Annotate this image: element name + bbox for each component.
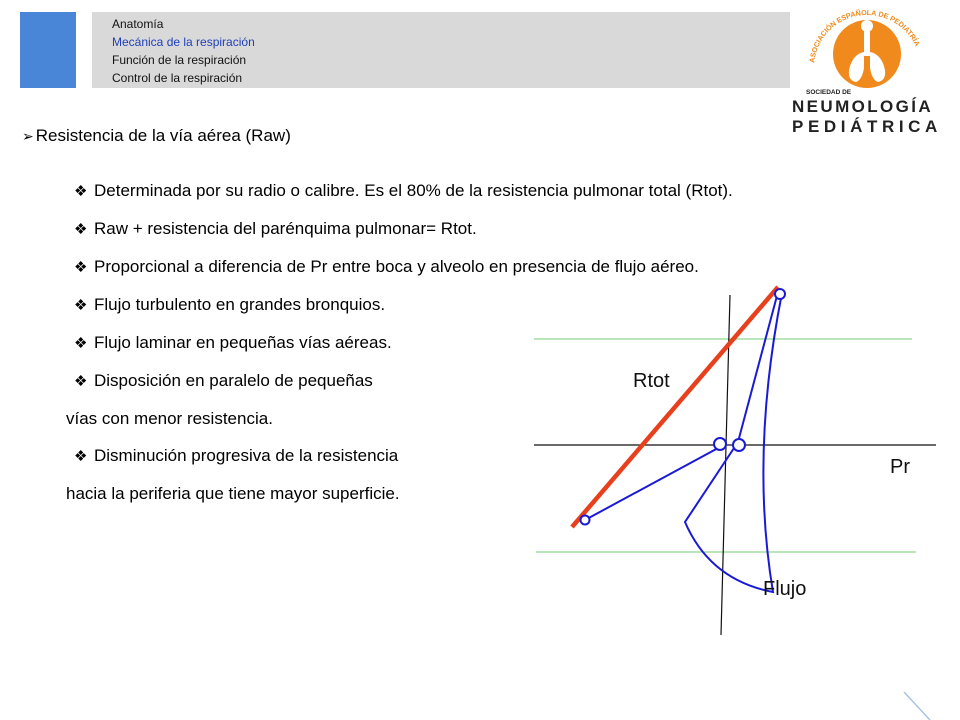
diamond-bullet-icon: ❖: [74, 221, 88, 238]
section-nav: [112, 15, 255, 87]
nav-item-control[interactable]: Control de la respiración: [112, 71, 243, 85]
diamond-bullet-icon: ❖: [74, 448, 88, 465]
diamond-bullet-icon: ❖: [74, 335, 88, 352]
section-title: [22, 126, 291, 146]
arrow-bullet-icon: ➢: [22, 128, 34, 144]
logo-line1: NEUMOLOGÍA: [792, 97, 934, 116]
logo-arc-text: ASOCIACIÓN ESPAÑOLA DE PEDIATRÍA: [807, 8, 922, 64]
pressure-flow-diagram: [520, 275, 940, 645]
list-item: ❖ Flujo laminar en pequeñas vías aéreas.: [74, 324, 733, 362]
corner-decoration: [880, 680, 960, 720]
nav-item-mecanica[interactable]: Mecánica de la respiración: [112, 35, 255, 49]
nav-item-anatomia[interactable]: Anatomía: [112, 17, 164, 31]
list-item: ❖ Flujo turbulento en grandes bronquios.: [74, 286, 733, 324]
loop-curve-lower: [585, 447, 720, 520]
list-item-continuation: hacia la periferia que tiene mayor superficie.: [66, 484, 400, 503]
section-title-text: Resistencia de la vía aérea (Raw): [35, 126, 291, 145]
logo-sociedad: SOCIEDAD DE: [806, 89, 852, 96]
marker-top: [775, 289, 785, 299]
list-item: ❖ Disposición en paralelo de pequeñas: [74, 362, 733, 400]
list-item: ❖ Raw + resistencia del parénquima pulmonar= Rtot.: [74, 210, 733, 248]
pr-label: Pr: [890, 456, 910, 478]
list-item-continuation: vías con menor resistencia.: [66, 409, 273, 428]
marker-center-left: [714, 438, 726, 450]
list-item: ❖ Determinada por su radio o calibre. Es el 80% de la resistencia pulmonar total (Rtot).: [74, 172, 733, 210]
flujo-label: Flujo: [763, 578, 807, 600]
lungs-icon: [833, 20, 901, 88]
accent-block: [20, 12, 76, 88]
list-item: ❖ Disminución progresiva de la resistencia: [74, 437, 733, 475]
diamond-bullet-icon: ❖: [74, 373, 88, 390]
list-item: ❖ Proporcional a diferencia de Pr entre boca y alveolo en presencia de flujo aéreo.: [74, 248, 733, 286]
rtot-label: Rtot: [633, 370, 670, 392]
society-logo: [790, 8, 950, 144]
logo-line2: PEDIÁTRICA: [792, 117, 942, 136]
marker-bottom-left: [581, 516, 590, 525]
marker-center-right: [733, 439, 745, 451]
diamond-bullet-icon: ❖: [74, 259, 88, 276]
diamond-bullet-icon: ❖: [74, 297, 88, 314]
nav-item-funcion[interactable]: Función de la respiración: [112, 53, 247, 67]
diamond-bullet-icon: ❖: [74, 183, 88, 200]
